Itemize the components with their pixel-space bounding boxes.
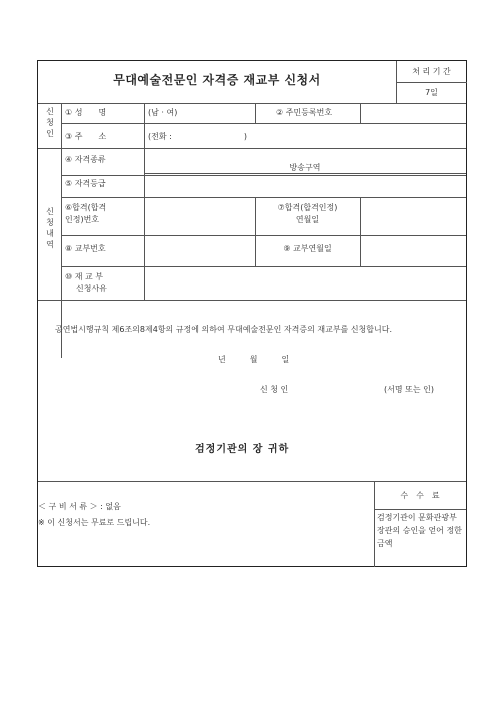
signature-area[interactable]: (서명 또는 인) [384,385,434,394]
fee-text-line-3: 금액 [377,539,393,548]
details-side-label: 신 청 내 역 [46,207,54,249]
pass-date-label-2: 연월일 [295,215,320,224]
free-form-note: ※ 이 신청서는 무료로 드립니다. [38,518,151,527]
issue-date-field[interactable] [361,236,465,265]
reissue-reason-field[interactable] [145,267,465,299]
fee-label: 수 수 료 [400,491,440,500]
pass-date-label: ⑦합격(합격인정) [277,203,338,212]
address-field[interactable]: (전화 : ) [148,132,247,141]
applicant-side-label: 신 청 인 [46,107,54,138]
application-date[interactable]: 년 월 일 [218,355,290,364]
name-field[interactable]: (남 · 여) [148,108,178,117]
reissue-reason-label: ⑩ 재 교 부 [65,272,103,281]
qualification-type-label: ④ 자격종류 [65,155,106,164]
required-documents: ＜ 구 비 서 류 ＞ : 없음 [38,502,121,511]
name-label: ① 성 명 [65,108,107,117]
rrn-field[interactable] [361,104,465,122]
fee-text-line-2: 장관의 승인을 얻어 정한 [377,526,462,535]
applicant-signature-label: 신 청 인 [260,385,289,394]
pass-number-field[interactable] [145,198,254,234]
qualification-grade-label: ⑤ 자격등급 [65,179,106,188]
processing-period-label: 처 리 기 간 [412,67,451,76]
issue-number-field[interactable] [145,236,254,265]
processing-period-value: 7일 [425,88,438,97]
issue-date-label: ⑨ 교부연월일 [283,244,332,253]
qualification-grade-field[interactable] [145,176,465,196]
issue-number-label: ⑧ 교부번호 [65,244,106,253]
pass-date-field[interactable] [361,198,465,234]
rrn-label: ② 주민등록번호 [276,108,333,117]
application-statement: 공연법시행규칙 제6조의8제4항의 규정에 의하여 무대예술전문인 자격증의 재교부를 신청합니다. [55,325,393,334]
addressee: 검정기관의 장 귀하 [195,444,290,455]
qualification-type-value[interactable]: 방송구역 [289,163,321,172]
pass-number-label-2: 인정)번호 [65,215,100,224]
form-title: 무대예술전문인 자격증 재교부 신청서 [113,73,321,87]
reissue-reason-label-2: 신청사유 [76,284,107,293]
pass-number-label: ⑥합격(합격 [65,203,107,212]
application-form [37,60,467,567]
fee-text-line-1: 검정기관이 문화관광부 [377,513,457,522]
address-label: ③ 주 소 [65,132,107,141]
